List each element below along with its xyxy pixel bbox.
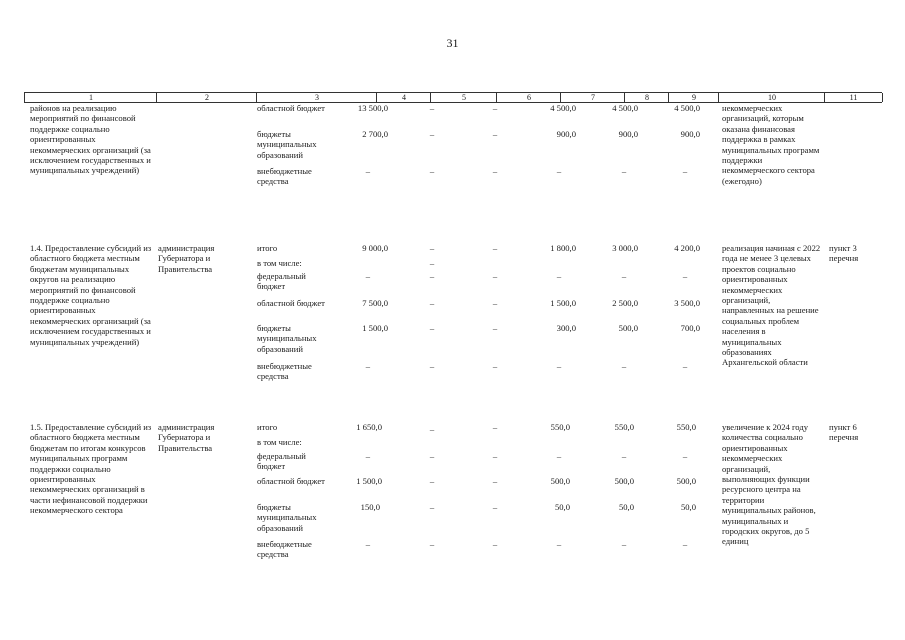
expected-result: некоммерческих организаций, которым оказана финансовая поддержка в рамках муниципальных программ поддержки некоммерческого сектора (ежегодно) — [722, 103, 820, 186]
amount-total: 1 500,0 — [362, 323, 388, 333]
amount-total: 7 500,0 — [362, 298, 388, 308]
amount-col8: – — [621, 166, 627, 176]
amount-col7: 1 800,0 — [550, 243, 576, 253]
source-label: бюджеты муниципальных образований — [257, 129, 317, 160]
amount-col6: – — [492, 243, 498, 253]
source-label: федеральный бюджет — [257, 451, 306, 472]
reference: пункт 6 перечня — [829, 422, 859, 443]
amount-col5: – — [429, 451, 435, 461]
amount-col5: – — [429, 298, 435, 308]
amount-col8: – — [621, 539, 627, 549]
amount-col8: – — [621, 271, 627, 281]
page-number: 31 — [446, 36, 459, 50]
amount-col6: – — [492, 539, 498, 549]
source-label: внебюджетные средства — [257, 166, 312, 187]
amount-col6: – — [492, 103, 498, 113]
amount-col6: – — [492, 502, 498, 512]
amount-col7: – — [556, 166, 562, 176]
header-col-8: 8 — [624, 93, 669, 102]
source-label: в том числе: — [257, 258, 302, 268]
header-col-6: 6 — [496, 93, 561, 102]
amount-col5: – — [429, 103, 435, 113]
amount-col9: – — [682, 451, 688, 461]
amount-col7: – — [556, 451, 562, 461]
header-col-4: 4 — [376, 93, 431, 102]
amount-total: 2 700,0 — [362, 129, 388, 139]
amount-col8: – — [621, 361, 627, 371]
amount-col9: 900,0 — [680, 129, 700, 139]
amount-col5: – — [429, 323, 435, 333]
amount-col7: 4 500,0 — [550, 103, 576, 113]
source-label: внебюджетные средства — [257, 361, 312, 382]
amount-col5: _ — [429, 422, 435, 432]
amount-total: 9 000,0 — [362, 243, 388, 253]
amount-col6: – — [492, 298, 498, 308]
amount-total: – — [365, 361, 370, 371]
header-col-3: 3 — [256, 93, 377, 102]
header-col-5: 5 — [430, 93, 497, 102]
amount-col9: 700,0 — [680, 323, 700, 333]
amount-col6: – — [492, 451, 498, 461]
amount-col6: – — [492, 323, 498, 333]
executor: администрация Губернатора и Правительства — [158, 422, 215, 453]
amount-col7: 1 500,0 — [550, 298, 576, 308]
source-label: итого — [257, 422, 278, 432]
amount-col9: – — [682, 539, 688, 549]
source-label: в том числе: — [257, 437, 302, 447]
amount-col8: 550,0 — [614, 422, 634, 432]
amount-col8: 50,0 — [618, 502, 634, 512]
amount-col9: 3 500,0 — [674, 298, 700, 308]
amount-col6: – — [492, 166, 498, 176]
amount-total: 13 500,0 — [357, 103, 388, 113]
amount-total: – — [365, 271, 370, 281]
amount-col9: 550,0 — [676, 422, 696, 432]
amount-col9: – — [682, 361, 688, 371]
header-col-11: 11 — [824, 93, 883, 102]
source-label: областной бюджет — [257, 298, 325, 308]
amount-col5: – — [429, 271, 435, 281]
amount-col7: – — [556, 539, 562, 549]
executor: администрация Губернатора и Правительства — [158, 243, 215, 274]
amount-col9: 50,0 — [680, 502, 696, 512]
source-label: бюджеты муниципальных образований — [257, 323, 317, 354]
amount-total: 1 500,0 — [356, 476, 382, 486]
amount-col8: 4 500,0 — [612, 103, 638, 113]
amount-col7: 50,0 — [554, 502, 570, 512]
amount-col7: 550,0 — [550, 422, 570, 432]
amount-col6: – — [492, 271, 498, 281]
amount-total: 1 650,0 — [356, 422, 382, 432]
amount-total: – — [365, 451, 370, 461]
amount-col9: 500,0 — [676, 476, 696, 486]
activity-description: 1.4. Предоставление субсидий из областного бюджета местным бюджетам муниципальных округов на реализацию мероприятий по финансовой поддержке социально ориентированных некоммерческих организаций (за исключением государственных и муниципальных учреждений) — [30, 243, 152, 347]
amount-col7: – — [556, 271, 562, 281]
amount-col6: – — [492, 476, 498, 486]
amount-col8: 3 000,0 — [612, 243, 638, 253]
source-label: федеральный бюджет — [257, 271, 306, 292]
amount-col9: 4 500,0 — [674, 103, 700, 113]
amount-col9: – — [682, 271, 688, 281]
amount-col8: 500,0 — [618, 323, 638, 333]
amount-col9: 4 200,0 — [674, 243, 700, 253]
amount-col5: – — [429, 502, 435, 512]
amount-total: – — [365, 166, 370, 176]
amount-col5: – — [429, 166, 435, 176]
amount-col5: – — [429, 258, 435, 268]
expected-result: увеличение к 2024 году количества социально ориентированных некоммерческих организаций, выполняющих функции ресурсного центра на территории муниципальных районов, муниципальных и городских округов, до 5 единиц — [722, 422, 816, 547]
header-col-7: 7 — [560, 93, 625, 102]
amount-col7: 300,0 — [556, 323, 576, 333]
amount-col6: – — [492, 129, 498, 139]
amount-col5: – — [429, 476, 435, 486]
header-col-10: 10 — [718, 93, 825, 102]
reference: пункт 3 перечня — [829, 243, 859, 264]
amount-total: 150,0 — [360, 502, 380, 512]
header-col-2: 2 — [156, 93, 257, 102]
header-col-1: 1 — [24, 93, 157, 102]
source-label: итого — [257, 243, 278, 253]
amount-col8: 500,0 — [614, 476, 634, 486]
source-label: областной бюджет — [257, 103, 325, 113]
amount-col5: – — [429, 361, 435, 371]
table-header-row — [24, 92, 882, 103]
amount-col5: – — [429, 539, 435, 549]
amount-col8: 2 500,0 — [612, 298, 638, 308]
amount-col6: – — [492, 422, 498, 432]
amount-col9: – — [682, 166, 688, 176]
activity-description: 1.5. Предоставление субсидий из областного бюджета местным бюджетам по итогам конкурсов муниципальных программ поддержки социально ориентированных некоммерческих организаций в части нефинансовой поддержки некоммерческого сектора — [30, 422, 152, 516]
amount-col8: – — [621, 451, 627, 461]
source-label: областной бюджет — [257, 476, 325, 486]
expected-result: реализация начиная с 2022 года не менее 3 целевых проектов социально ориентированных некоммерческих организаций, направленных на решение социальных проблем населения в муниципальных образованиях Архангельской области — [722, 243, 821, 368]
amount-col7: – — [556, 361, 562, 371]
amount-col7: 900,0 — [556, 129, 576, 139]
amount-col8: 900,0 — [618, 129, 638, 139]
source-label: внебюджетные средства — [257, 539, 312, 560]
header-col-9: 9 — [668, 93, 719, 102]
amount-col5: – — [429, 243, 435, 253]
amount-col5: – — [429, 129, 435, 139]
amount-col6: – — [492, 361, 498, 371]
amount-col7: 500,0 — [550, 476, 570, 486]
activity-description: районов на реализацию мероприятий по финансовой поддержке социально ориентированных некоммерческих организаций (за исключением государственных и муниципальных учреждений) — [30, 103, 151, 176]
amount-total: – — [365, 539, 370, 549]
source-label: бюджеты муниципальных образований — [257, 502, 317, 533]
